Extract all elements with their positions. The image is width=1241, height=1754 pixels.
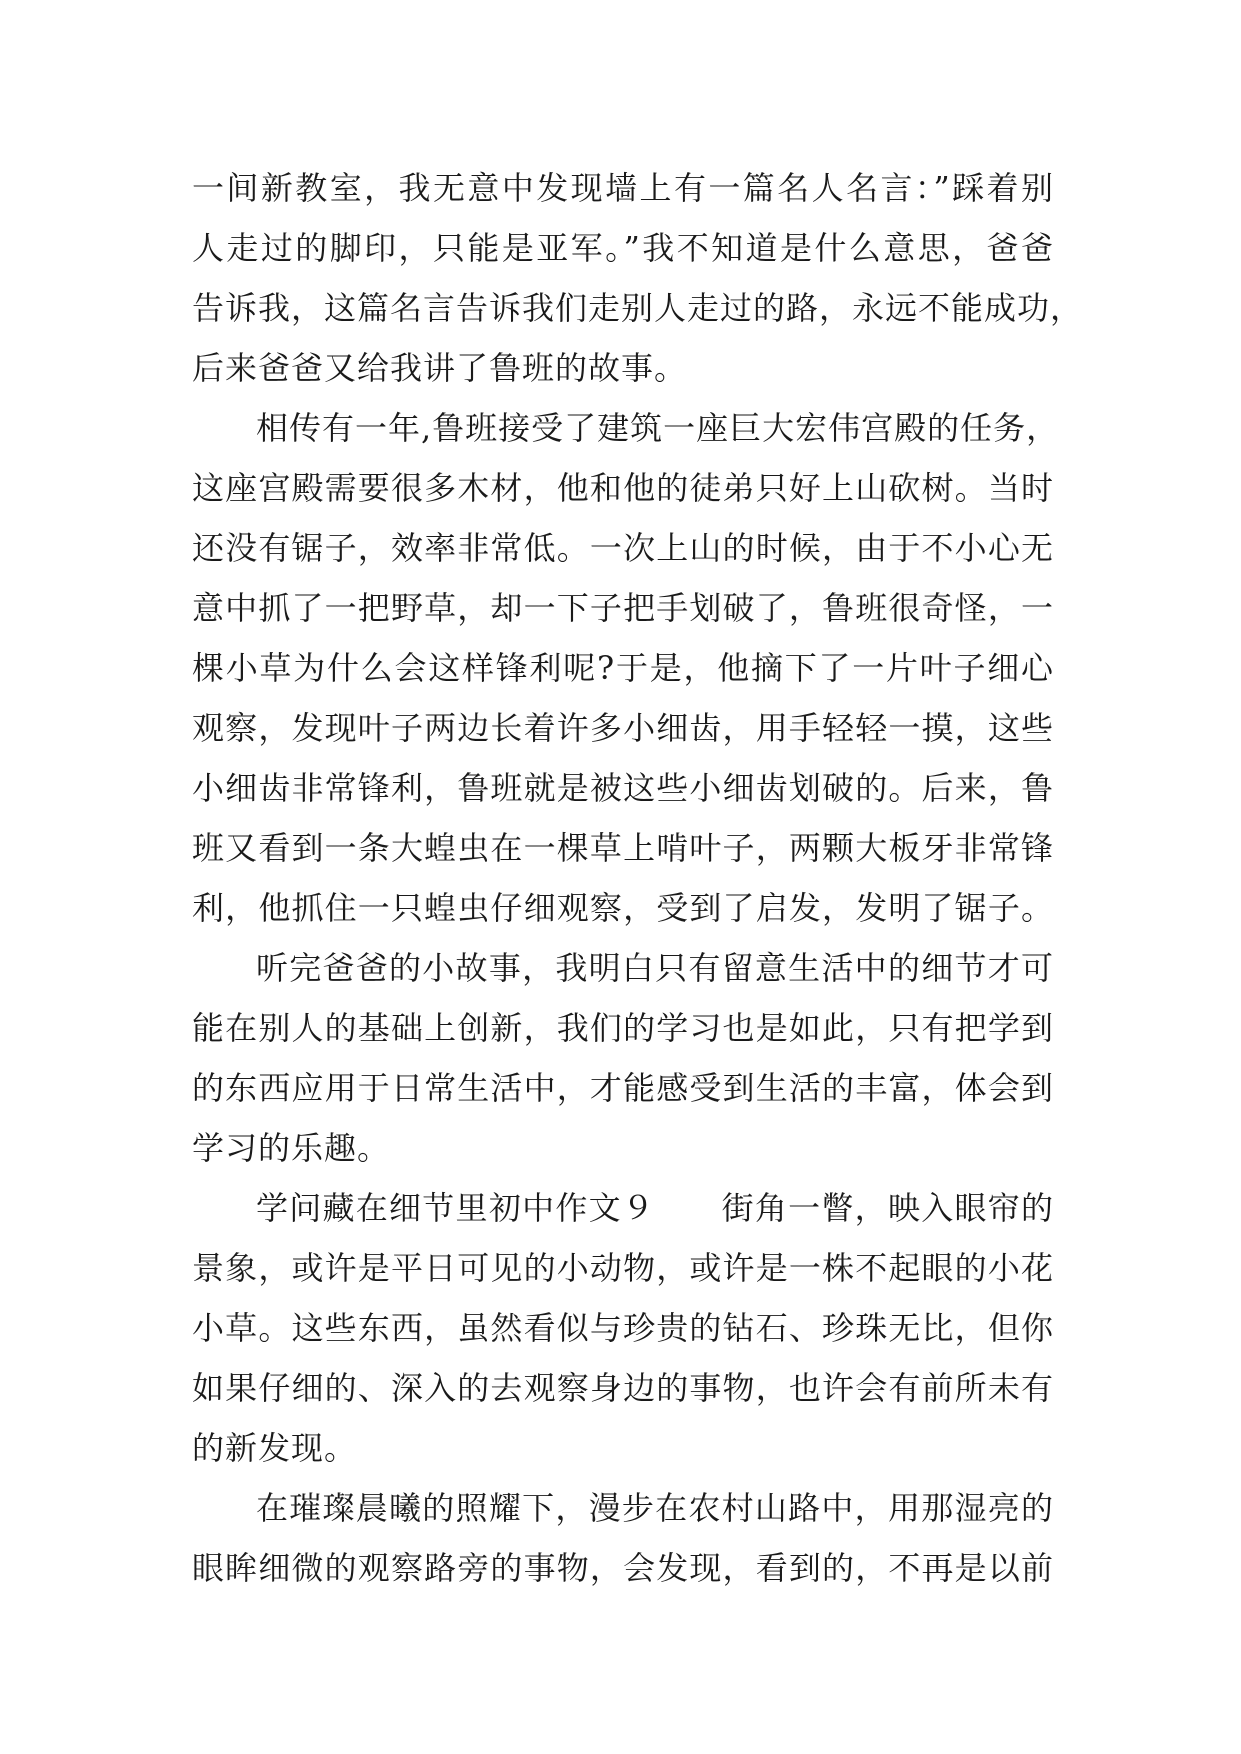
- text-line: 学习的乐趣。: [192, 1129, 391, 1167]
- text-line: 眼眸细微的观察路旁的事物，会发现，看到的，不再是以前: [192, 1549, 1054, 1587]
- paragraph-first-line: 在璀璨晨曦的照耀下，漫步在农村山路中，用那湿亮的: [256, 1489, 1054, 1527]
- paragraph-first-line: 听完爸爸的小故事，我明白只有留意生活中的细节才可: [256, 949, 1054, 987]
- text-line: 利，他抓住一只蝗虫仔细观察，受到了启发，发明了锯子。: [192, 889, 1054, 927]
- text-line: 棵小草为什么会这样锋利呢?于是，他摘下了一片叶子细心: [192, 649, 1054, 687]
- text-line: 小草。这些东西，虽然看似与珍贵的钻石、珍珠无比，但你: [192, 1309, 1054, 1347]
- text-line: 后来爸爸又给我讲了鲁班的故事。: [192, 349, 688, 387]
- text-line: 能在别人的基础上创新，我们的学习也是如此，只有把学到: [192, 1009, 1054, 1047]
- text-line: 告诉我，这篇名言告诉我们走别人走过的路，永远不能成功，: [192, 289, 1084, 327]
- text-line: 的新发现。: [192, 1429, 358, 1467]
- paragraph-first-line: 学问藏在细节里初中作文９ 街角一瞥，映入眼帘的: [256, 1189, 1054, 1227]
- text-line: 小细齿非常锋利，鲁班就是被这些小细齿划破的。后来，鲁: [192, 769, 1054, 807]
- document-page: [192, 158, 1084, 1598]
- text-line: 如果仔细的、深入的去观察身边的事物，也许会有前所未有: [192, 1369, 1054, 1407]
- text-line: 班又看到一条大蝗虫在一棵草上啃叶子，两颗大板牙非常锋: [192, 829, 1054, 867]
- text-line: 观察，发现叶子两边长着许多小细齿，用手轻轻一摸，这些: [192, 709, 1054, 747]
- paragraph-first-line: 相传有一年,鲁班接受了建筑一座巨大宏伟宫殿的任务，: [256, 409, 1060, 447]
- text-line: 这座宫殿需要很多木材，他和他的徒弟只好上山砍树。当时: [192, 469, 1054, 507]
- text-line: 的东西应用于日常生活中，才能感受到生活的丰富，体会到: [192, 1069, 1054, 1107]
- text-line: 还没有锯子，效率非常低。一次上山的时候，由于不小心无: [192, 529, 1054, 567]
- text-line: 人走过的脚印，只能是亚军。”我不知道是什么意思，爸爸: [192, 229, 1054, 267]
- text-line: 一间新教室，我无意中发现墙上有一篇名人名言：”踩着别: [192, 169, 1054, 207]
- text-line: 景象，或许是平日可见的小动物，或许是一株不起眼的小花: [192, 1249, 1054, 1287]
- text-line: 意中抓了一把野草，却一下子把手划破了，鲁班很奇怪，一: [192, 589, 1054, 627]
